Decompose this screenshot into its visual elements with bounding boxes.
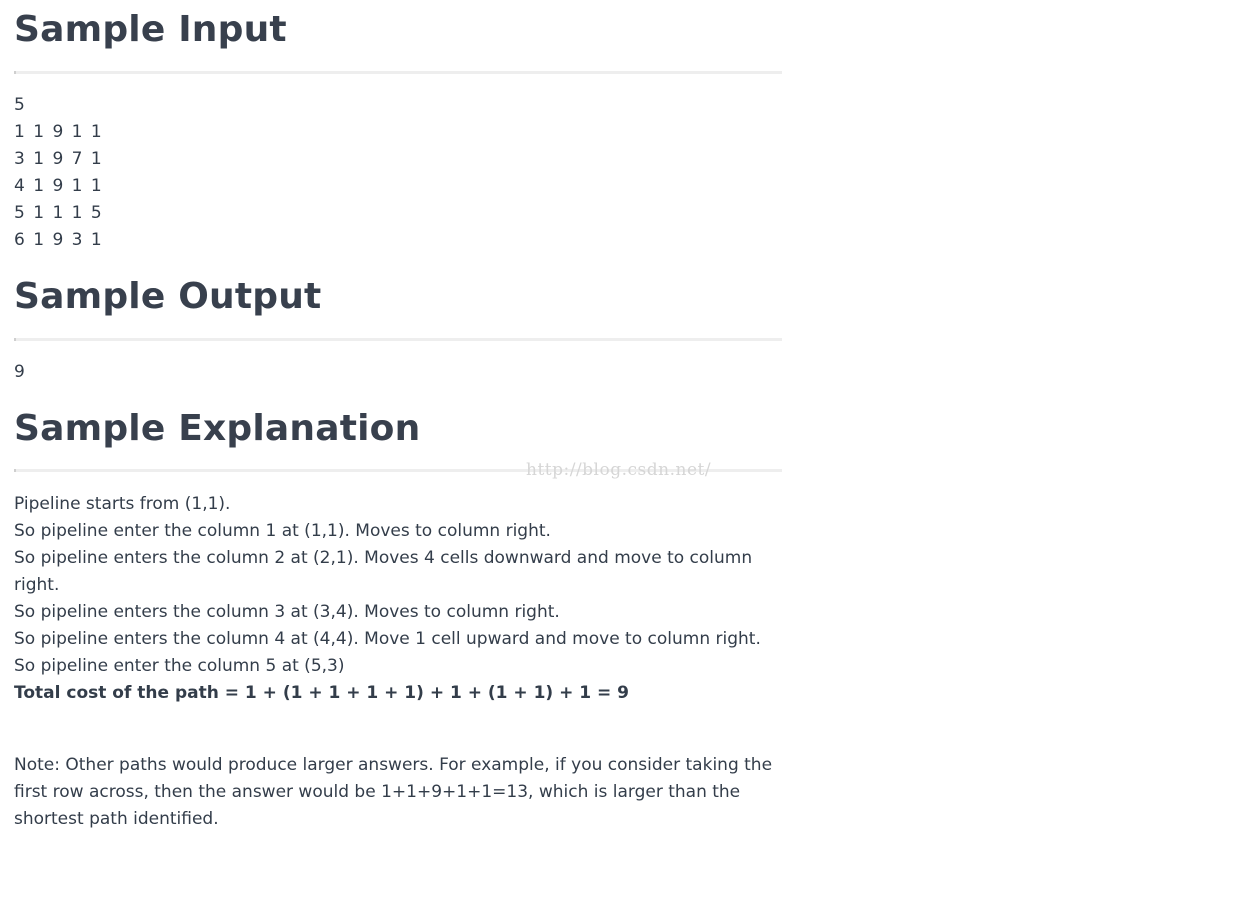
sample-explanation-block bbox=[14, 491, 782, 707]
input-line: 4 1 9 1 1 bbox=[14, 176, 104, 196]
input-line: 1 1 9 1 1 bbox=[14, 122, 104, 142]
sample-explanation-heading: Sample Explanation bbox=[14, 408, 421, 449]
heading-divider bbox=[14, 71, 782, 74]
sample-output-block bbox=[14, 359, 25, 386]
heading-divider bbox=[14, 338, 782, 341]
sample-input-heading: Sample Input bbox=[14, 9, 287, 50]
input-line: 5 1 1 1 5 bbox=[14, 203, 104, 223]
explanation-line: So pipeline enters the column 2 at (2,1). Moves 4 cells downward and move to column right. bbox=[14, 548, 758, 595]
explanation-line: So pipeline enter the column 5 at (5,3) bbox=[14, 656, 345, 676]
input-line: 3 1 9 7 1 bbox=[14, 149, 104, 169]
watermark-text: http://blog.csdn.net/ bbox=[526, 460, 712, 480]
explanation-line: So pipeline enter the column 1 at (1,1). Moves to column right. bbox=[14, 521, 551, 541]
note-paragraph: Note: Other paths would produce larger answers. For example, if you consider taking the first row across, then the answer would be 1+1+9+1+1=13, which is larger than the shortest path identified. bbox=[14, 755, 778, 829]
explanation-line: So pipeline enters the column 3 at (3,4). Moves to column right. bbox=[14, 602, 560, 622]
total-cost-line: Total cost of the path = 1 + (1 + 1 + 1 + 1) + 1 + (1 + 1) + 1 = 9 bbox=[14, 683, 629, 703]
output-line: 9 bbox=[14, 362, 25, 382]
input-line: 5 bbox=[14, 95, 27, 115]
explanation-line: Pipeline starts from (1,1). bbox=[14, 494, 231, 514]
explanation-line: So pipeline enters the column 4 at (4,4). Move 1 cell upward and move to column right. bbox=[14, 629, 761, 649]
sample-output-heading: Sample Output bbox=[14, 276, 322, 317]
input-line: 6 1 9 3 1 bbox=[14, 230, 104, 250]
sample-input-block bbox=[14, 92, 103, 254]
